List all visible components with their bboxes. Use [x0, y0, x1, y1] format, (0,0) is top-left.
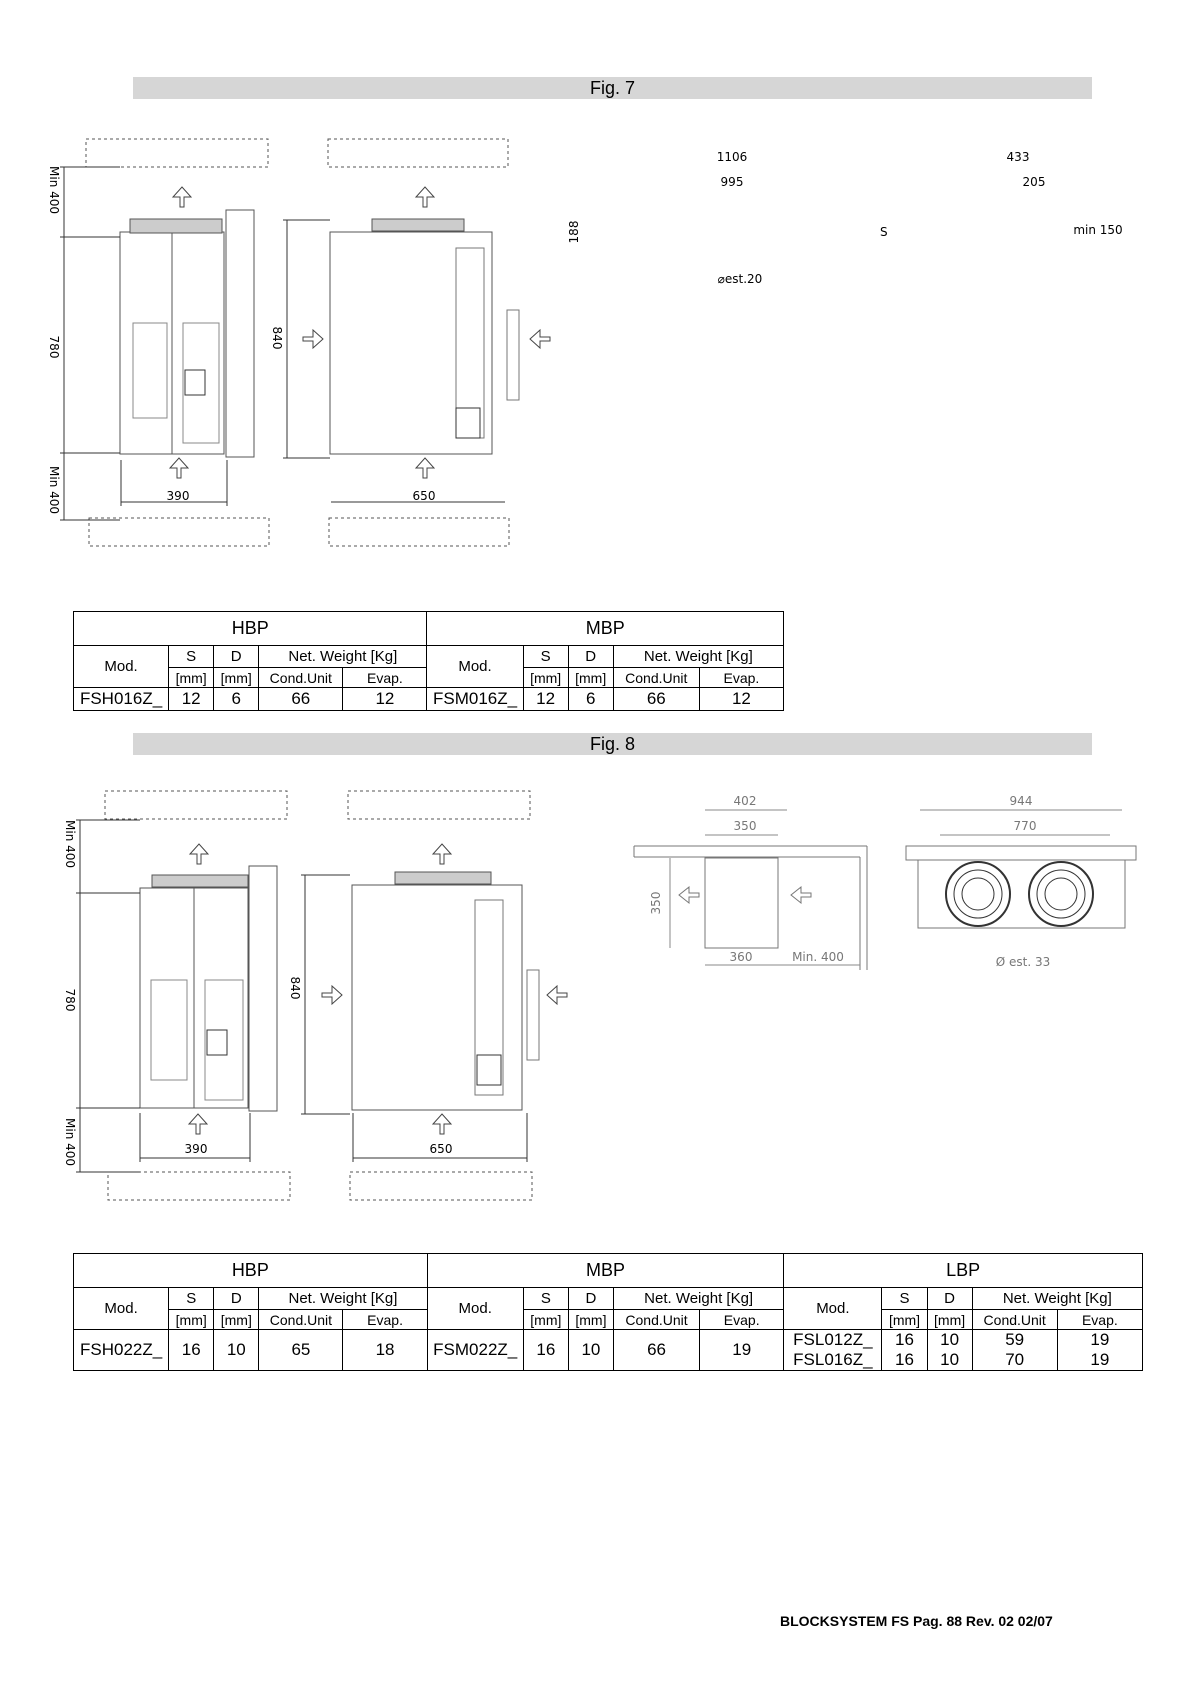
dim-min150: min 150 [1073, 223, 1123, 237]
dim-840: 840 [270, 326, 284, 350]
cell-evap: 12 [343, 688, 427, 711]
cell-d: 10 [940, 1330, 960, 1349]
dim-402: 402 [733, 794, 757, 808]
cell-cond: 66 [613, 1330, 699, 1371]
cell-cond-lbp [972, 1330, 1057, 1371]
header-d-unit: [mm] [568, 1310, 613, 1330]
cell-evap: 12 [699, 688, 783, 711]
cell-s: 12 [523, 688, 568, 711]
dim-350: 350 [733, 819, 757, 833]
cell-evap: 19 [1090, 1350, 1110, 1369]
cell-cond: 66 [259, 688, 343, 711]
header-d: D [927, 1288, 972, 1310]
cell-cond: 66 [613, 688, 699, 711]
header-cond: Cond.Unit [259, 1310, 343, 1330]
header-evap: Evap. [343, 668, 427, 688]
header-d-unit: [mm] [214, 1310, 259, 1330]
cell-s: 16 [895, 1350, 914, 1369]
dim-min400: Min. 400 [792, 950, 844, 964]
dim-188: 188 [567, 220, 581, 244]
cell-evap: 19 [700, 1330, 784, 1371]
header-d: D [214, 1288, 259, 1310]
header-evap: Evap. [1057, 1310, 1142, 1330]
dim-360: 360 [729, 950, 753, 964]
header-weight: Net. Weight [Kg] [613, 1288, 783, 1310]
dim-995: 995 [720, 175, 744, 189]
group-mbp: MBP [427, 612, 784, 646]
dim-944: 944 [1009, 794, 1033, 808]
cell-cond: 65 [259, 1330, 343, 1371]
cell-mod: FSH022Z_ [74, 1330, 169, 1371]
header-mod: Mod. [784, 1288, 882, 1330]
fig7-spec-table [73, 611, 784, 711]
dim-840: 840 [288, 976, 302, 1000]
cell-s-lbp [882, 1330, 927, 1371]
group-mbp: MBP [427, 1254, 784, 1288]
header-d: D [568, 1288, 613, 1310]
dim-min400-top: Min 400 [47, 165, 61, 215]
header-d: D [568, 646, 613, 668]
cell-mod: FSL016Z_ [793, 1350, 873, 1369]
cell-mod: FSM022Z_ [427, 1330, 523, 1371]
header-s: S [169, 646, 214, 668]
header-evap: Evap. [700, 1310, 784, 1330]
cell-mod-lbp [784, 1330, 882, 1371]
dim-390: 390 [184, 1142, 208, 1156]
fig8-drawing [0, 780, 1190, 1220]
fig7-drawing [0, 0, 1190, 560]
label-s: S [880, 225, 888, 239]
fig8-spec-table [73, 1253, 1143, 1371]
dim-390: 390 [166, 489, 190, 503]
header-evap: Evap. [699, 668, 783, 688]
cell-s: 16 [895, 1330, 914, 1349]
cell-s: 12 [169, 688, 214, 711]
header-d: D [214, 646, 259, 668]
header-cond: Cond.Unit [613, 1310, 699, 1330]
cell-d-lbp [927, 1330, 972, 1371]
cell-s: 16 [523, 1330, 568, 1371]
dim-1106: 1106 [716, 150, 748, 164]
fig7-title: Fig. 7 [133, 77, 1092, 99]
dim-min400-top: Min 400 [63, 819, 77, 869]
header-weight: Net. Weight [Kg] [259, 646, 427, 668]
header-d-unit: [mm] [568, 668, 613, 688]
header-weight: Net. Weight [Kg] [972, 1288, 1142, 1310]
dim-770: 770 [1013, 819, 1037, 833]
dim-min400-bottom: Min 400 [47, 465, 61, 515]
page-footer: BLOCKSYSTEM FS Pag. 88 Rev. 02 02/07 [780, 1613, 1053, 1629]
dim-650: 650 [412, 489, 436, 503]
dim-780: 780 [47, 335, 61, 359]
cell-evap: 18 [343, 1330, 427, 1371]
header-weight: Net. Weight [Kg] [613, 646, 783, 668]
dim-205: 205 [1022, 175, 1046, 189]
cell-evap: 19 [1090, 1330, 1110, 1349]
dim-780: 780 [63, 988, 77, 1012]
header-mod: Mod. [74, 646, 169, 688]
fig8-title: Fig. 8 [133, 733, 1092, 755]
dim-433: 433 [1006, 150, 1030, 164]
cell-d: 6 [568, 688, 613, 711]
header-s: S [523, 646, 568, 668]
header-s-unit: [mm] [169, 1310, 214, 1330]
cell-d: 10 [214, 1330, 259, 1371]
cell-mod: FSM016Z_ [427, 688, 523, 711]
group-lbp: LBP [784, 1254, 1143, 1288]
header-s: S [169, 1288, 214, 1310]
cell-d: 6 [214, 688, 259, 711]
header-cond: Cond.Unit [972, 1310, 1057, 1330]
header-mod: Mod. [427, 1288, 523, 1330]
group-hbp: HBP [74, 612, 427, 646]
cell-d: 10 [940, 1350, 960, 1369]
cell-s: 16 [169, 1330, 214, 1371]
header-s-unit: [mm] [523, 668, 568, 688]
label-est33: Ø est. 33 [995, 955, 1051, 969]
header-cond: Cond.Unit [613, 668, 699, 688]
dim-350-vertical: 350 [649, 891, 663, 915]
header-s-unit: [mm] [169, 668, 214, 688]
cell-cond: 70 [1005, 1350, 1025, 1369]
header-d-unit: [mm] [214, 668, 259, 688]
dim-650: 650 [429, 1142, 453, 1156]
cell-evap-lbp [1057, 1330, 1142, 1371]
table-row [74, 688, 784, 711]
header-s: S [523, 1288, 568, 1310]
cell-mod: FSH016Z_ [74, 688, 169, 711]
header-s-unit: [mm] [882, 1310, 927, 1330]
dim-min400-bottom: Min 400 [63, 1117, 77, 1167]
header-d-unit: [mm] [927, 1310, 972, 1330]
label-est20: ⌀est.20 [717, 272, 763, 286]
cell-d: 10 [568, 1330, 613, 1371]
header-mod: Mod. [427, 646, 523, 688]
header-s: S [882, 1288, 927, 1310]
cell-cond: 59 [1005, 1330, 1025, 1349]
group-hbp: HBP [74, 1254, 428, 1288]
cell-mod: FSL012Z_ [793, 1330, 873, 1349]
table-row [74, 1330, 1143, 1371]
header-cond: Cond.Unit [259, 668, 343, 688]
header-evap: Evap. [343, 1310, 427, 1330]
header-s-unit: [mm] [523, 1310, 568, 1330]
header-weight: Net. Weight [Kg] [259, 1288, 427, 1310]
header-mod: Mod. [74, 1288, 169, 1330]
